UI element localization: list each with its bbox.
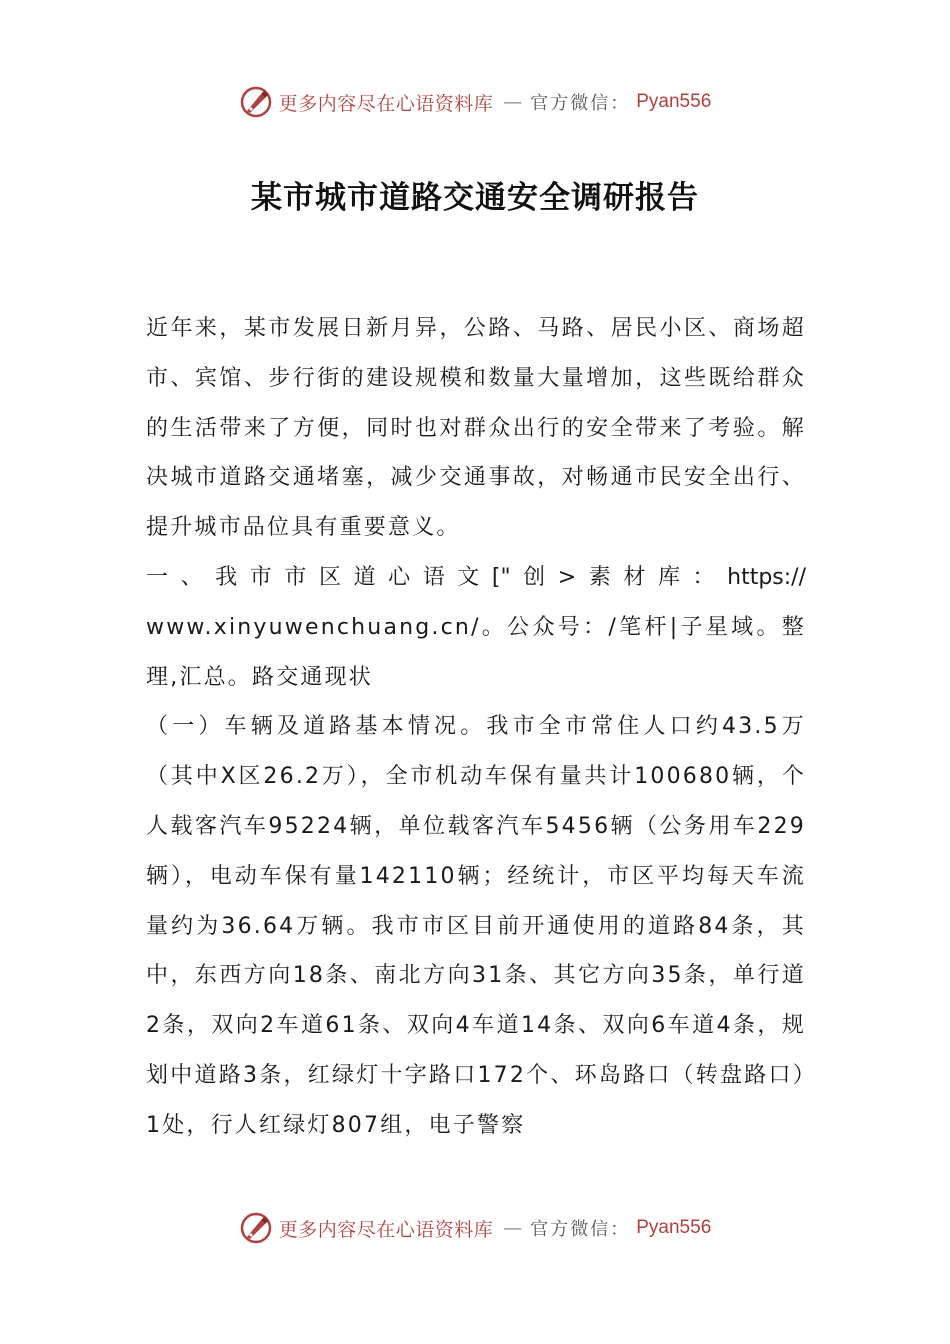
intro-paragraph: 近年来，某市发展日新月异，公路、马路、居民小区、商场超市、宾馆、步行街的建设规模和数量大量增加，这些既给群众的生活带来了方便，同时也对群众出行的安全带来了考验。解决城市道路交通堵塞，减少交通事故，对畅通市民安全出行、提升城市品位具有重要意义。 bbox=[146, 316, 806, 541]
banner-wechat-id: Pyan556 bbox=[636, 1217, 712, 1238]
footer-watermark-banner bbox=[0, 1208, 950, 1248]
subsection-paragraph: （一）车辆及道路基本情况。我市全市常住人口约43.5万（其中X区26.2万），全市机动车保有量共计100680辆，个人载客汽车95224辆，单位载客汽车5456辆（公务用车229辆），电动车保有量142110辆；经统计，市区平均每天车流量约为36.64万辆。我市市区目前开通使用的道路84条，其中，东西方向18条、南北方向31条、其它方向35条，单行道2条，双向2车道61条、双向4车道14条、双向6车道4条，规划中道路3条，红绿灯十字路口172个、环岛路口（转盘路口）1处，行人红绿灯807组，电子警察 bbox=[146, 714, 806, 1138]
banner-wechat-label: 官方微信： bbox=[530, 93, 631, 114]
pen-nib-logo-icon bbox=[239, 1211, 273, 1245]
banner-text: 更多内容尽在心语资料库 bbox=[278, 92, 494, 115]
document-title: 某市城市道路交通安全调研报告 bbox=[251, 180, 699, 216]
header-watermark-banner bbox=[0, 82, 950, 122]
section-heading-line-2: www.xinyuwenchuang.cn/。公众号：/笔杆|子星域。整理,汇总。路交通现状 bbox=[146, 614, 806, 690]
banner-wechat-label: 官方微信： bbox=[530, 1219, 631, 1240]
section-heading-line-1: 一、我市市区道心语文["创>素材库：https:// bbox=[146, 564, 806, 590]
banner-text: 更多内容尽在心语资料库 bbox=[278, 1218, 494, 1241]
pen-nib-logo-icon bbox=[239, 85, 273, 119]
banner-dash: — bbox=[503, 1217, 521, 1239]
banner-wechat-id: Pyan556 bbox=[636, 91, 712, 112]
document-body bbox=[146, 304, 806, 1151]
banner-dash: — bbox=[503, 91, 521, 113]
